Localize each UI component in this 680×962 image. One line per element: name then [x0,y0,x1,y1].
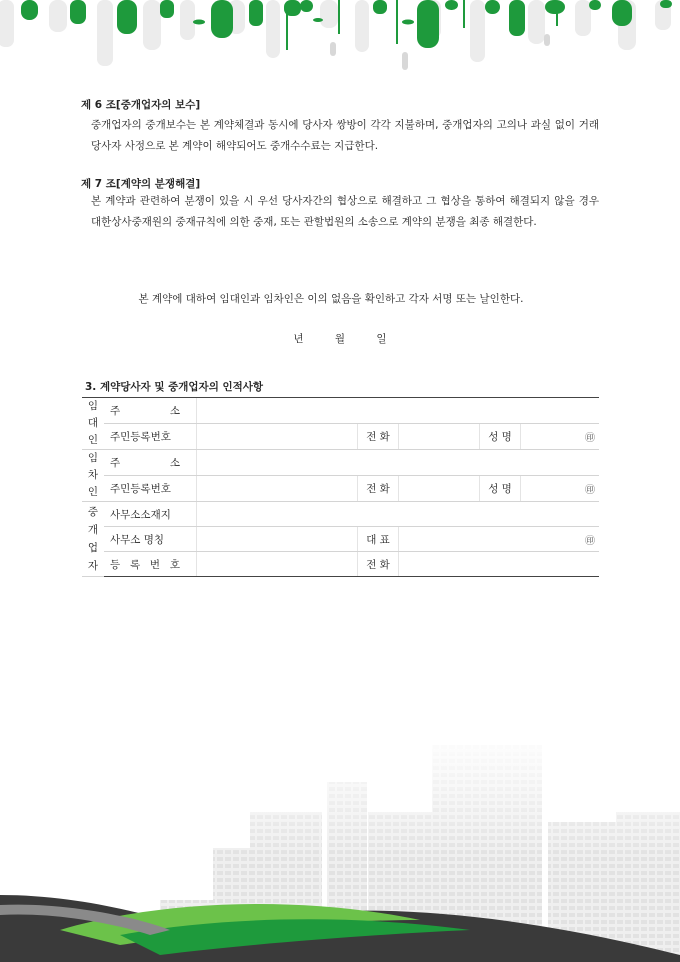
landlord-address-row [82,398,599,424]
landlord-id-field[interactable] [197,424,358,450]
landlord-seal-mark[interactable]: ㊞ [521,424,600,450]
landlord-address-field[interactable] [197,398,600,424]
tenant-phone-field[interactable] [399,476,480,502]
article-7-text: 본 계약과 관련하여 분쟁이 있을 시 우선 당사자간의 협상으로 해결하고 그 협상을 통하여 해결되지 않을 경우 대한상사중재원의 중재규칙에 의한 중재, 또는 관할법원의 소송으로 계약의 분쟁을 최종 해결한다. [91,195,599,228]
confirmation-statement: 본 계약에 대하여 임대인과 임차인은 이의 없음을 확인하고 각자 서명 또는 날인한다. [138,293,524,305]
top-decoration [0,0,680,80]
date-line [0,331,680,346]
broker-phone-field[interactable] [399,552,600,577]
tenant-id-field[interactable] [197,476,358,502]
broker-reg-no-label: 등 록 번 호 [104,552,197,577]
broker-party-label: 중 개 업 자 [82,502,104,577]
article-6-body [91,115,599,156]
article-7-body [91,191,599,232]
broker-office-name-field[interactable] [197,527,358,552]
landlord-phone-label: 전 화 [358,424,399,450]
section-3-title: 3. 계약당사자 및 중개업자의 인적사항 [85,381,264,393]
article-6-text: 중개업자의 중개보수는 본 계약체결과 동시에 당사자 쌍방이 각각 지불하며, 중개업자의 고의나 과실 없이 거래당사자 사정으로 본 계약이 해약되어도 중개수수료는 지급한다. [91,119,599,152]
broker-office-location-label: 사무소소재지 [104,502,197,527]
tenant-name-label: 성 명 [480,476,521,502]
month-label: 월 [334,333,346,345]
landlord-phone-field[interactable] [399,424,480,450]
article-6-title: 제 6 조[중개업자의 보수] [81,99,201,111]
parties-table [82,397,599,577]
tenant-address-field[interactable] [197,450,600,476]
broker-rep-label: 대 표 [358,527,399,552]
tenant-id-row [82,476,599,502]
landlord-id-label: 주민등록번호 [104,424,197,450]
broker-seal-mark[interactable]: ㊞ [399,527,600,552]
day-label: 일 [376,333,387,345]
tenant-seal-mark[interactable]: ㊞ [521,476,600,502]
tenant-party-label: 임 차 인 [82,450,104,502]
landlord-name-label: 성 명 [480,424,521,450]
year-label: 년 [293,333,304,345]
broker-name-row [82,527,599,552]
landlord-id-row [82,424,599,450]
broker-phone-label: 전 화 [358,552,399,577]
broker-reg-no-field[interactable] [197,552,358,577]
broker-office-name-label: 사무소 명칭 [104,527,197,552]
broker-location-row [82,502,599,527]
tenant-address-label: 주 소 [104,450,197,476]
landlord-party-label: 임 대 인 [82,398,104,450]
tenant-address-row [82,450,599,476]
tenant-id-label: 주민등록번호 [104,476,197,502]
broker-office-location-field[interactable] [197,502,600,527]
broker-reg-row [82,552,599,577]
tenant-phone-label: 전 화 [358,476,399,502]
article-7-title: 제 7 조[계약의 분쟁해결] [81,178,201,190]
bottom-city-decoration [0,730,680,962]
landlord-address-label: 주 소 [104,398,197,424]
